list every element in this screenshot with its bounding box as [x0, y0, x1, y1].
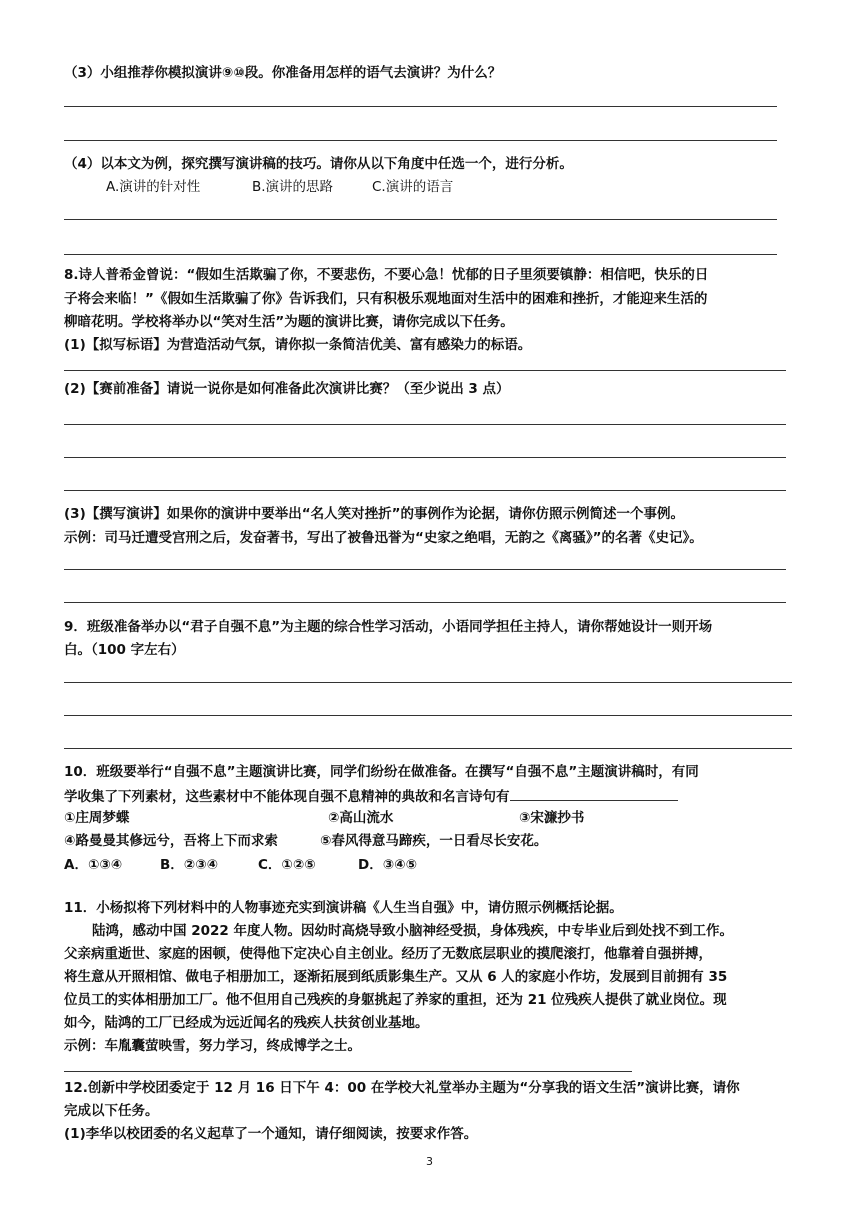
- answer-line[interactable]: [64, 602, 786, 603]
- q10-line-2: 学收集了下列素材，这些素材中不能体现自强不息精神的典故和名言诗句有: [64, 786, 678, 806]
- q8-task-3: (3)【撰写演讲】如果你的演讲中要举出“名人笑对挫折”的事例作为论据，请你仿照示例简述一个事例。: [64, 506, 684, 522]
- q11-material-line-1: 陆鸿，感动中国 2022 年度人物。因幼时高烧导致小脑神经受损，身体残疾，中专毕业后到处找不到工作。: [92, 923, 733, 939]
- q8-intro-line-1: 8.诗人普希金曾说：“假如生活欺骗了你，不要悲伤，不要心急！忧郁的日子里须要镇静：相信吧，快乐的日: [64, 267, 709, 283]
- q10-item-3: ③宋濂抄书: [519, 810, 585, 826]
- q3-prompt: （3）小组推荐你模拟演讲⑨⑩段。你准备用怎样的语气去演讲？为什么？: [64, 65, 502, 81]
- q11-material-line-3: 将生意从开照相馆、做电子相册加工，逐渐拓展到纸质影集生产。又从 6 人的家庭小作坊，发展到目前拥有 35: [64, 969, 728, 985]
- answer-line[interactable]: [64, 682, 792, 683]
- q10-line-1: 10．班级要举行“自强不息”主题演讲比赛，同学们纷纷在做准备。在撰写“自强不息”主题演讲稿时，有同: [64, 764, 699, 780]
- answer-line[interactable]: [64, 748, 792, 749]
- q8-example: 示例：司马迁遭受宫刑之后，发奋著书，写出了被鲁迅誉为“史家之绝唱，无韵之《离骚》”的名著《史记》。: [64, 530, 703, 546]
- answer-line[interactable]: [64, 424, 786, 425]
- q9-line-1: 9．班级准备举办以“君子自强不息”为主题的综合性学习活动，小语同学担任主持人，请你帮她设计一则开场: [64, 619, 713, 635]
- q12-line-3: (1)李华以校团委的名义起草了一个通知，请仔细阅读，按要求作答。: [64, 1126, 478, 1142]
- answer-line[interactable]: [64, 490, 786, 491]
- q10-choice-a[interactable]: A．①③④: [64, 857, 123, 873]
- q10-item-5: ⑤春风得意马蹄疾，一日看尽长安花。: [320, 833, 548, 849]
- q10-choice-c[interactable]: C．①②⑤: [258, 857, 316, 873]
- q4-option-a: A.演讲的针对性: [106, 179, 201, 195]
- q4-option-c: C.演讲的语言: [372, 179, 454, 195]
- answer-line[interactable]: [64, 1071, 632, 1072]
- q4-prompt: （4）以本文为例，探究撰写演讲稿的技巧。请你从以下角度中任选一个，进行分析。: [64, 156, 573, 172]
- q10-choice-d[interactable]: D．③④⑤: [358, 857, 417, 873]
- q11-prompt: 11．小杨拟将下列材料中的人物事迹充实到演讲稿《人生当自强》中，请仿照示例概括论据。: [64, 900, 623, 916]
- q8-intro-line-2: 子将会来临！”《假如生活欺骗了你》告诉我们，只有积极乐观地面对生活中的困难和挫折，才能迎来生活的: [64, 291, 708, 307]
- q8-intro-line-3: 柳暗花明。学校将举办以“笑对生活”为题的演讲比赛，请你完成以下任务。: [64, 314, 514, 330]
- answer-line[interactable]: [64, 106, 777, 107]
- answer-line[interactable]: [64, 569, 786, 570]
- q8-task-1: (1)【拟写标语】为营造活动气氛，请你拟一条简洁优美、富有感染力的标语。: [64, 337, 532, 353]
- answer-line[interactable]: [64, 254, 777, 255]
- q11-example: 示例：车胤囊萤映雪，努力学习，终成博学之士。: [64, 1038, 361, 1054]
- q10-answer-blank[interactable]: [510, 786, 678, 801]
- q12-line-1: 12.创新中学校团委定于 12 月 16 日下午 4：00 在学校大礼堂举办主题为“分享我的语文生活”演讲比赛，请你: [64, 1080, 740, 1096]
- q9-line-2: 白。（100 字左右）: [64, 642, 185, 658]
- answer-line[interactable]: [64, 140, 777, 141]
- answer-line[interactable]: [64, 457, 786, 458]
- q10-item-1: ①庄周梦蝶: [64, 810, 130, 826]
- q10-item-4: ④路曼曼其修远兮，吾将上下而求索: [64, 833, 278, 849]
- q10-choice-b[interactable]: B．②③④: [160, 857, 219, 873]
- answer-line[interactable]: [64, 370, 786, 371]
- page-number: 3: [426, 1155, 433, 1168]
- q12-line-2: 完成以下任务。: [64, 1103, 159, 1119]
- q11-material-line-2: 父亲病重逝世、家庭的困顿，使得他下定决心自主创业。经历了无数底层职业的摸爬滚打，他靠着自强拼搏，: [64, 946, 712, 962]
- answer-line[interactable]: [64, 219, 777, 220]
- q10-item-2: ②高山流水: [328, 810, 394, 826]
- q11-material-line-4: 位员工的实体相册加工厂。他不但用自己残疾的身躯挑起了养家的重担，还为 21 位残疾人提供了就业岗位。现: [64, 992, 727, 1008]
- q11-material-line-5: 如今，陆鸿的工厂已经成为远近闻名的残疾人扶贫创业基地。: [64, 1015, 429, 1031]
- answer-line[interactable]: [64, 715, 792, 716]
- q8-task-2: (2)【赛前准备】请说一说你是如何准备此次演讲比赛？（至少说出 3 点）: [64, 381, 510, 397]
- q4-option-b: B.演讲的思路: [252, 179, 334, 195]
